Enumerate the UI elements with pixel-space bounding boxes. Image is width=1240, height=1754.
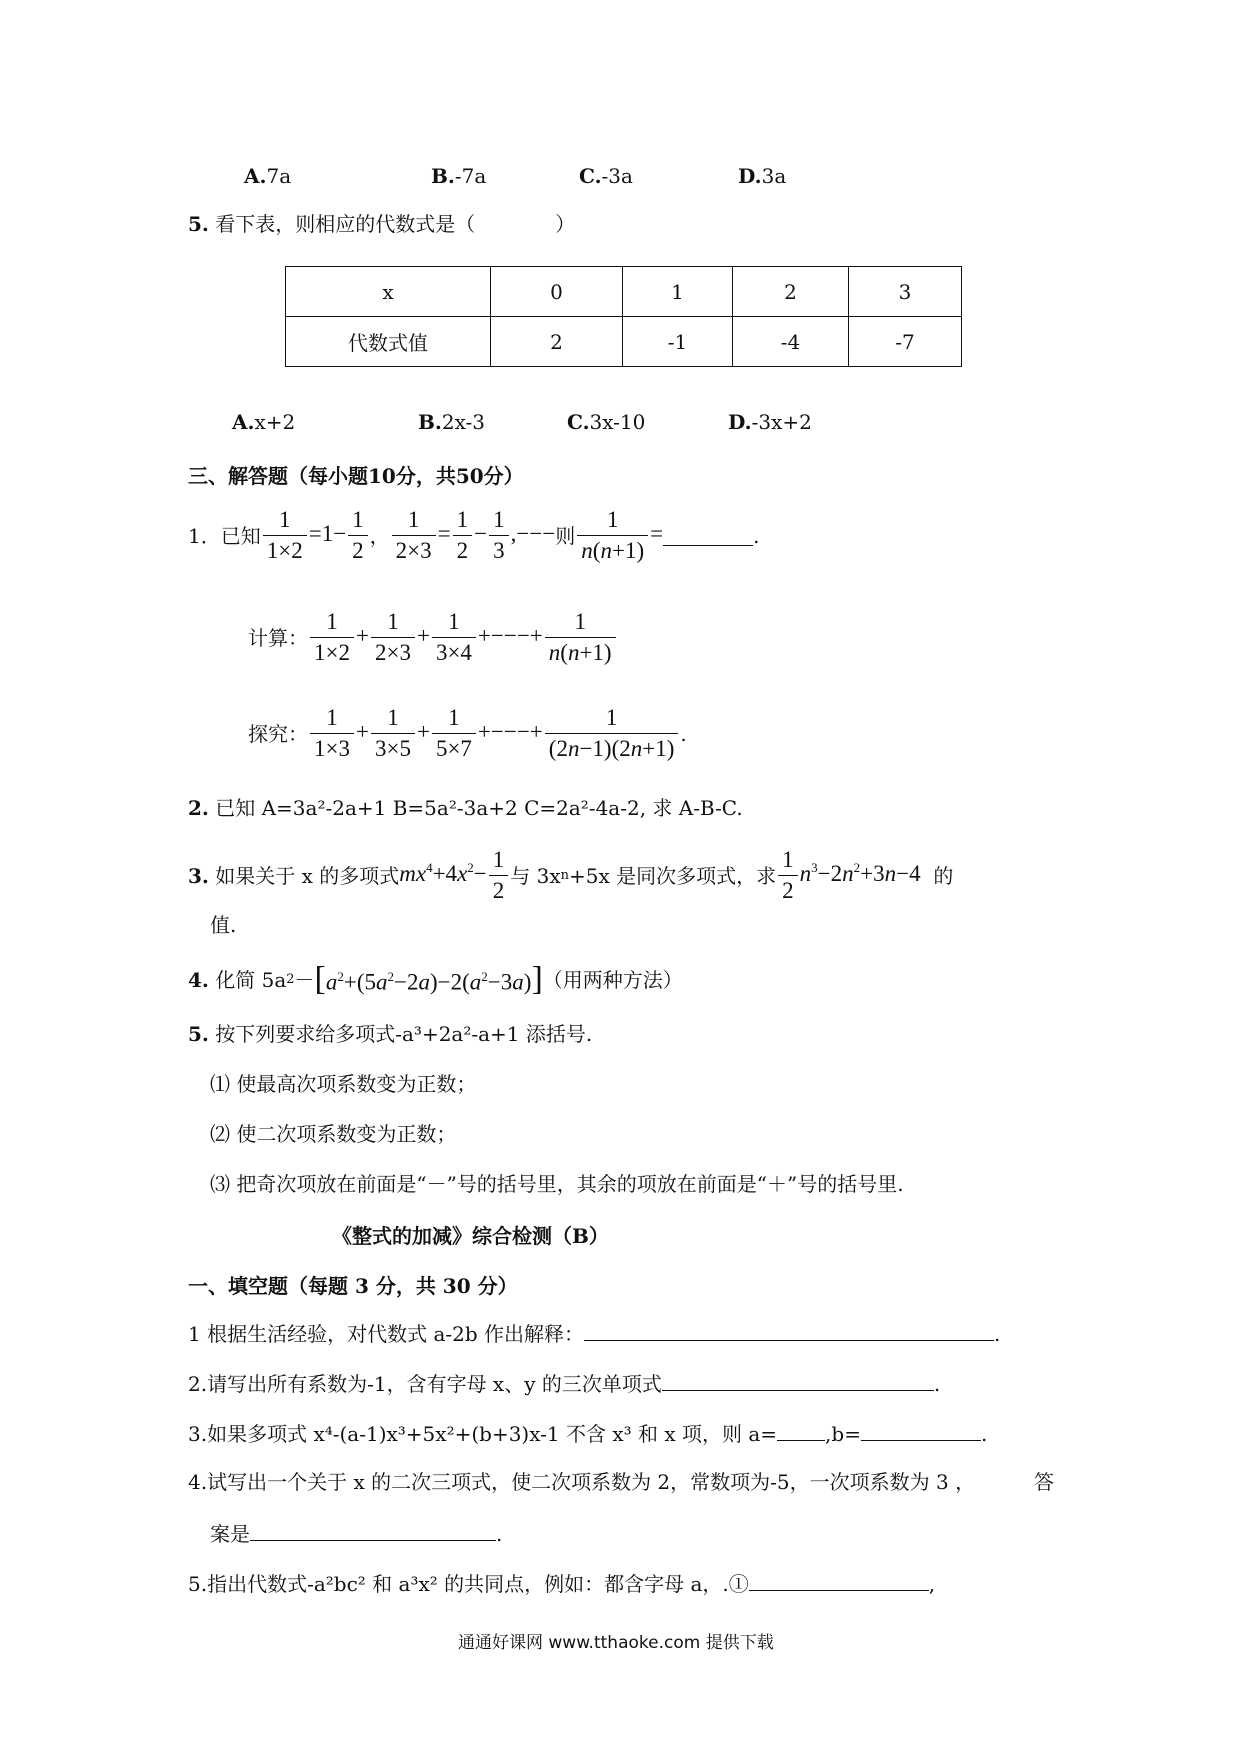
- fraction: $\frac{1}{2}$: [778, 845, 798, 906]
- section-title: 三、解答题（每小题10分，共50分）: [188, 464, 524, 488]
- explore-label: 探究：: [248, 721, 308, 746]
- formula: $\frac{1}{1\times 2}$ =1− $\frac{1}{2}$: [261, 505, 370, 566]
- question-text: 案是: [210, 1522, 250, 1546]
- q5-option-a: [232, 410, 295, 434]
- formula: $[a^2+(5a^2-2a)-2(a^2-3a)]$: [314, 960, 543, 998]
- question-number: 5.: [188, 1022, 209, 1046]
- q4-option-d: [738, 164, 786, 188]
- table-row: [286, 317, 962, 367]
- fraction: $\frac{1}{2}$: [348, 505, 368, 566]
- question-text: 2.请写出所有系数为-1，含有字母 x、y 的三次单项式: [188, 1372, 662, 1396]
- s3-q3: [188, 845, 953, 906]
- question-text: 看下表，则相应的代数式是（: [215, 212, 476, 236]
- fill-q1: [188, 1320, 1000, 1346]
- s3-q1-explore: [248, 703, 687, 764]
- list-item: ⑶ 把奇次项放在前面是“－”号的括号里，其余的项放在前面是“＋”号的括号里.: [210, 1172, 904, 1196]
- fill-q4: [188, 1470, 975, 1494]
- table-cell: 2: [491, 317, 623, 367]
- s3-q4: [188, 960, 683, 998]
- answer-blank[interactable]: [584, 1320, 994, 1341]
- period: .: [933, 1372, 941, 1396]
- answer-blank[interactable]: [777, 1420, 825, 1441]
- table-cell: 1: [623, 267, 733, 317]
- option-value: 7a: [266, 164, 292, 188]
- fraction: $\frac{1}{2}$: [489, 845, 509, 906]
- s3-q5: [188, 1022, 592, 1046]
- table-row: [286, 267, 962, 317]
- table-cell: 代数式值: [286, 317, 491, 367]
- question-text: 1 根据生活经验，对代数式 a-2b 作出解释：: [188, 1322, 585, 1346]
- option-letter: C.: [579, 164, 602, 188]
- calc-label: 计算：: [248, 625, 308, 650]
- answer-blank[interactable]: [663, 525, 753, 546]
- fraction: $\frac{1}{3}$: [489, 505, 509, 566]
- q5-option-c: [567, 410, 645, 434]
- question-text: 3.如果多项式 x⁴-(a-1)x³+5x²+(b+3)x-1 不含 x³ 和 x 项，则 a=: [188, 1422, 778, 1446]
- fill-q2: [188, 1370, 940, 1396]
- fraction: $\frac{1}{2\times 3}$: [392, 505, 436, 566]
- s3-q1-line1: [188, 505, 759, 566]
- option-value: -3a: [601, 164, 633, 188]
- period: .: [994, 1322, 1001, 1346]
- period: .: [496, 1522, 503, 1546]
- fraction: $\frac{1}{n(n+1)}$: [545, 607, 616, 668]
- question-text: 5.指出代数式-a²bc² 和 a³x² 的共同点，例如：都含字母 a，.①: [188, 1572, 749, 1596]
- fraction: $\frac{1}{2}$: [453, 505, 473, 566]
- option-letter: D.: [728, 410, 752, 434]
- table-cell: 3: [849, 267, 962, 317]
- question-number: 4.: [188, 967, 209, 992]
- option-value: 2x-3: [441, 410, 486, 434]
- test-b-title: 《整式的加减》综合检测（B）: [332, 1224, 609, 1248]
- label-then: 则: [555, 523, 576, 548]
- option-letter: D.: [738, 164, 762, 188]
- s3-q1-calc: [248, 607, 618, 668]
- option-value: 3x-10: [589, 410, 646, 434]
- answer-blank[interactable]: [250, 1520, 496, 1541]
- fraction: $\frac{1}{1\times 2}$: [310, 607, 354, 668]
- q5-stem: [188, 212, 575, 236]
- option-value: x+2: [254, 410, 296, 434]
- period: .: [680, 721, 687, 746]
- question-text: （用两种方法）: [542, 967, 683, 992]
- page-footer: 通通好课网 www.tthaoke.com 提供下载: [458, 1633, 774, 1653]
- option-value: 3a: [761, 164, 787, 188]
- fill-q5: [188, 1570, 935, 1596]
- comma: ,: [928, 1572, 936, 1596]
- fill-q3: [188, 1420, 987, 1446]
- option-letter: B.: [418, 410, 442, 434]
- fill-q4-line2: [210, 1520, 502, 1546]
- formula: $\frac{1}{n(n+1)}$ =: [575, 505, 663, 566]
- formula: $mx^4+4x^2-$ $\frac{1}{2}$: [399, 845, 510, 906]
- fraction: $\frac{1}{n(n+1)}$: [577, 505, 648, 566]
- s3-q3-line2: 值.: [210, 913, 237, 937]
- table-cell: 0: [491, 267, 623, 317]
- fraction: $\frac{1}{2\times 3}$: [371, 607, 415, 668]
- fraction: $\frac{1}{(2n-1)(2n+1)}$: [545, 703, 679, 764]
- list-item: ⑴ 使最高次项系数变为正数；: [210, 1072, 477, 1096]
- question-text: 已知 A=3a²-2a+1 B=5a²-3a+2 C=2a²-4a-2, 求 A-B-C.: [215, 796, 743, 820]
- q5-option-b: [418, 410, 485, 434]
- q4-option-c: [579, 164, 633, 188]
- period: .: [980, 1422, 988, 1446]
- option-value: -7a: [454, 164, 487, 188]
- formula: $\frac{1}{2}$ $n^3-2n^2+3n-4$: [776, 845, 920, 906]
- option-letter: A.: [244, 164, 267, 188]
- q4-option-b: [431, 164, 486, 188]
- answer-blank[interactable]: [749, 1570, 929, 1591]
- option-letter: C.: [567, 410, 590, 434]
- q5-option-d: [728, 410, 812, 434]
- fraction: $\frac{1}{1\times 3}$: [310, 703, 354, 764]
- question-text: 化简 5a: [215, 967, 287, 992]
- table-cell: -1: [623, 317, 733, 367]
- fill-q4-tail: 答: [1034, 1470, 1054, 1494]
- minus-sign: －: [294, 967, 315, 992]
- question-number: 2.: [188, 796, 209, 820]
- table-cell: -7: [849, 317, 962, 367]
- value-table: [285, 266, 962, 367]
- fraction: $\frac{1}{5\times 7}$: [432, 703, 476, 764]
- formula: $\frac{1}{1\times 3}$ + $\frac{1}{3\times 5}$ + $\frac{1}{5\times 7}$ +−−−+ $\frac{1}{(2n-1)(2n+1)}$: [308, 703, 680, 764]
- table-cell: -4: [733, 317, 849, 367]
- formula: $\frac{1}{1\times 2}$ + $\frac{1}{2\times 3}$ + $\frac{1}{3\times 4}$ +−−−+ $\frac{1}{n(n+1)}$: [308, 607, 618, 668]
- superscript: 2: [286, 971, 295, 987]
- question-text: 与 3x: [510, 863, 561, 888]
- question-text: 的: [933, 863, 954, 888]
- option-letter: B.: [431, 164, 455, 188]
- fraction: $\frac{1}{1\times 2}$: [263, 505, 307, 566]
- fraction: $\frac{1}{3\times 5}$: [371, 703, 415, 764]
- answer-blank[interactable]: [662, 1370, 934, 1391]
- question-text: +5x 是同次多项式，求: [569, 863, 777, 888]
- question-text: 按下列要求给多项式-a³+2a²-a+1 添括号.: [215, 1022, 593, 1046]
- close-paren: ）: [555, 212, 576, 236]
- s3-q2: [188, 796, 743, 820]
- separator: ，: [369, 523, 390, 548]
- question-number: 3.: [188, 863, 209, 888]
- q4-option-a: [244, 164, 291, 188]
- question-text: 如果关于 x 的多项式: [215, 863, 400, 888]
- table-cell: x: [286, 267, 491, 317]
- question-text: ,b=: [825, 1422, 861, 1446]
- option-value: -3x+2: [751, 410, 812, 434]
- period: .: [753, 523, 760, 548]
- superscript: n: [560, 867, 570, 883]
- section-title: 一、填空题（每题 3 分，共 30 分）: [188, 1274, 518, 1298]
- formula: $\frac{1}{2\times 3}$ = $\frac{1}{2}$ − $\frac{1}{3}$ ,−−−: [390, 505, 556, 566]
- answer-blank[interactable]: [861, 1420, 981, 1441]
- fraction: $\frac{1}{3\times 4}$: [432, 607, 476, 668]
- list-item: ⑵ 使二次项系数变为正数；: [210, 1122, 457, 1146]
- question-text: 4.试写出一个关于 x 的二次三项式，使二次项系数为 2，常数项为-5，一次项系数为 3 ，: [188, 1470, 976, 1494]
- option-letter: A.: [232, 410, 255, 434]
- question-number: 1．: [188, 523, 221, 548]
- question-number: 5.: [188, 212, 209, 236]
- table-cell: 2: [733, 267, 849, 317]
- label-known: 已知: [220, 523, 261, 548]
